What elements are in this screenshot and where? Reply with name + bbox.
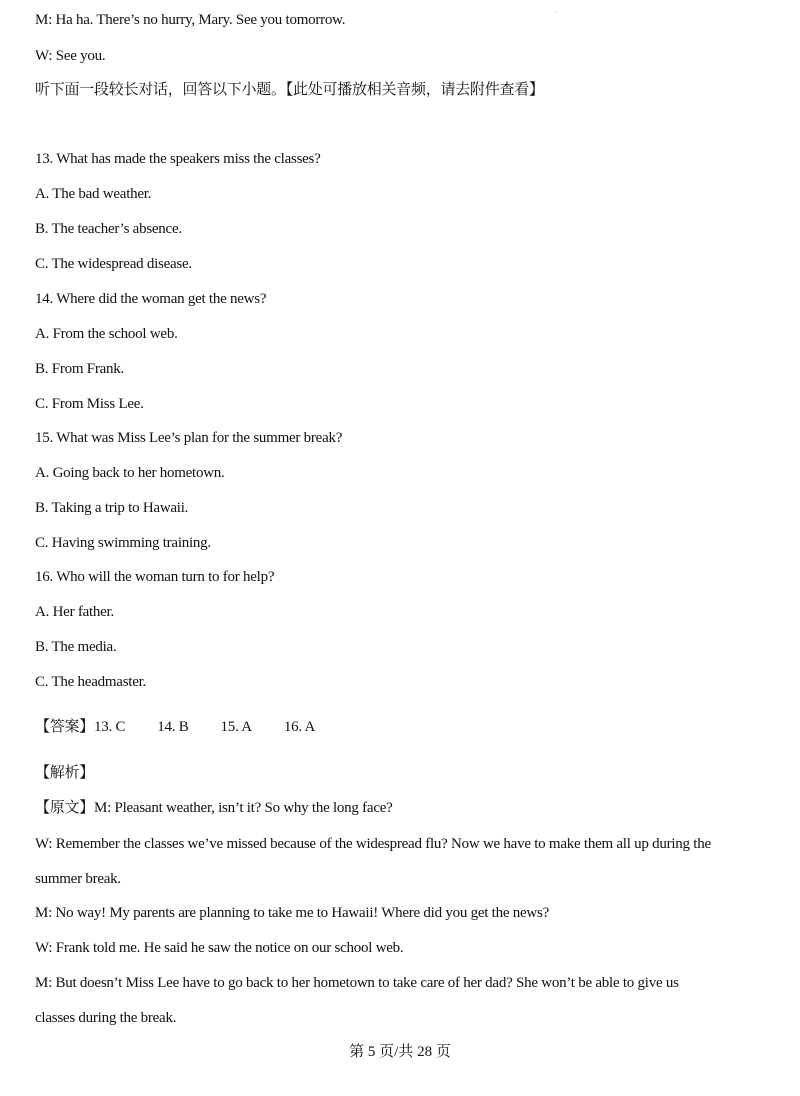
answer-line bbox=[35, 718, 347, 736]
option: C. The headmaster. bbox=[35, 674, 147, 690]
option: C. From Miss Lee. bbox=[35, 396, 144, 412]
dialogue-line: M: Ha ha. There’s no hurry, Mary. See you tomorrow. bbox=[35, 12, 346, 28]
option: C. The widespread disease. bbox=[35, 256, 192, 272]
option: C. Having swimming training. bbox=[35, 535, 211, 551]
page-number: 第 5 页/共 28 页 bbox=[349, 1044, 451, 1060]
transcript-line: classes during the break. bbox=[35, 1010, 177, 1026]
dialogue-line: W: See you. bbox=[35, 48, 106, 64]
option: B. The teacher’s absence. bbox=[35, 221, 182, 237]
scan-speck bbox=[556, 12, 557, 13]
instruction-line: 听下面一段较长对话，回答以下小题。【此处可播放相关音频，请去附件查看】 bbox=[35, 82, 544, 98]
transcript-line: M: But doesn’t Miss Lee have to go back to her hometown to take care of her dad? She won’t be able to give us bbox=[35, 975, 679, 991]
option: A. From the school web. bbox=[35, 326, 178, 342]
question-16: 16. Who will the woman turn to for help? bbox=[35, 569, 275, 585]
option: A. Her father. bbox=[35, 604, 114, 620]
answer-item: 13. C bbox=[94, 719, 126, 735]
analysis-label: 【解析】 bbox=[35, 765, 95, 781]
answer-item: 16. A bbox=[283, 719, 316, 735]
transcript-line: 【原文】M: Pleasant weather, isn’t it? So why the long face? bbox=[35, 800, 393, 816]
question-15: 15. What was Miss Lee’s plan for the summer break? bbox=[35, 430, 343, 446]
option: A. Going back to her hometown. bbox=[35, 465, 225, 481]
transcript-line: summer break. bbox=[35, 871, 121, 887]
answer-label: 【答案】 bbox=[35, 719, 95, 735]
transcript-line: M: No way! My parents are planning to take me to Hawaii! Where did you get the news? bbox=[35, 905, 549, 921]
answer-item: 14. B bbox=[157, 719, 189, 735]
option: B. From Frank. bbox=[35, 361, 125, 377]
answer-item: 15. A bbox=[220, 719, 252, 735]
option: B. Taking a trip to Hawaii. bbox=[35, 500, 189, 516]
transcript-line: W: Remember the classes we’ve missed because of the widespread flu? Now we have to make them all up during the bbox=[35, 836, 711, 852]
question-14: 14. Where did the woman get the news? bbox=[35, 291, 267, 307]
option: B. The media. bbox=[35, 639, 117, 655]
transcript-line: W: Frank told me. He said he saw the notice on our school web. bbox=[35, 940, 404, 956]
option: A. The bad weather. bbox=[35, 186, 152, 202]
question-13: 13. What has made the speakers miss the classes? bbox=[35, 151, 321, 167]
